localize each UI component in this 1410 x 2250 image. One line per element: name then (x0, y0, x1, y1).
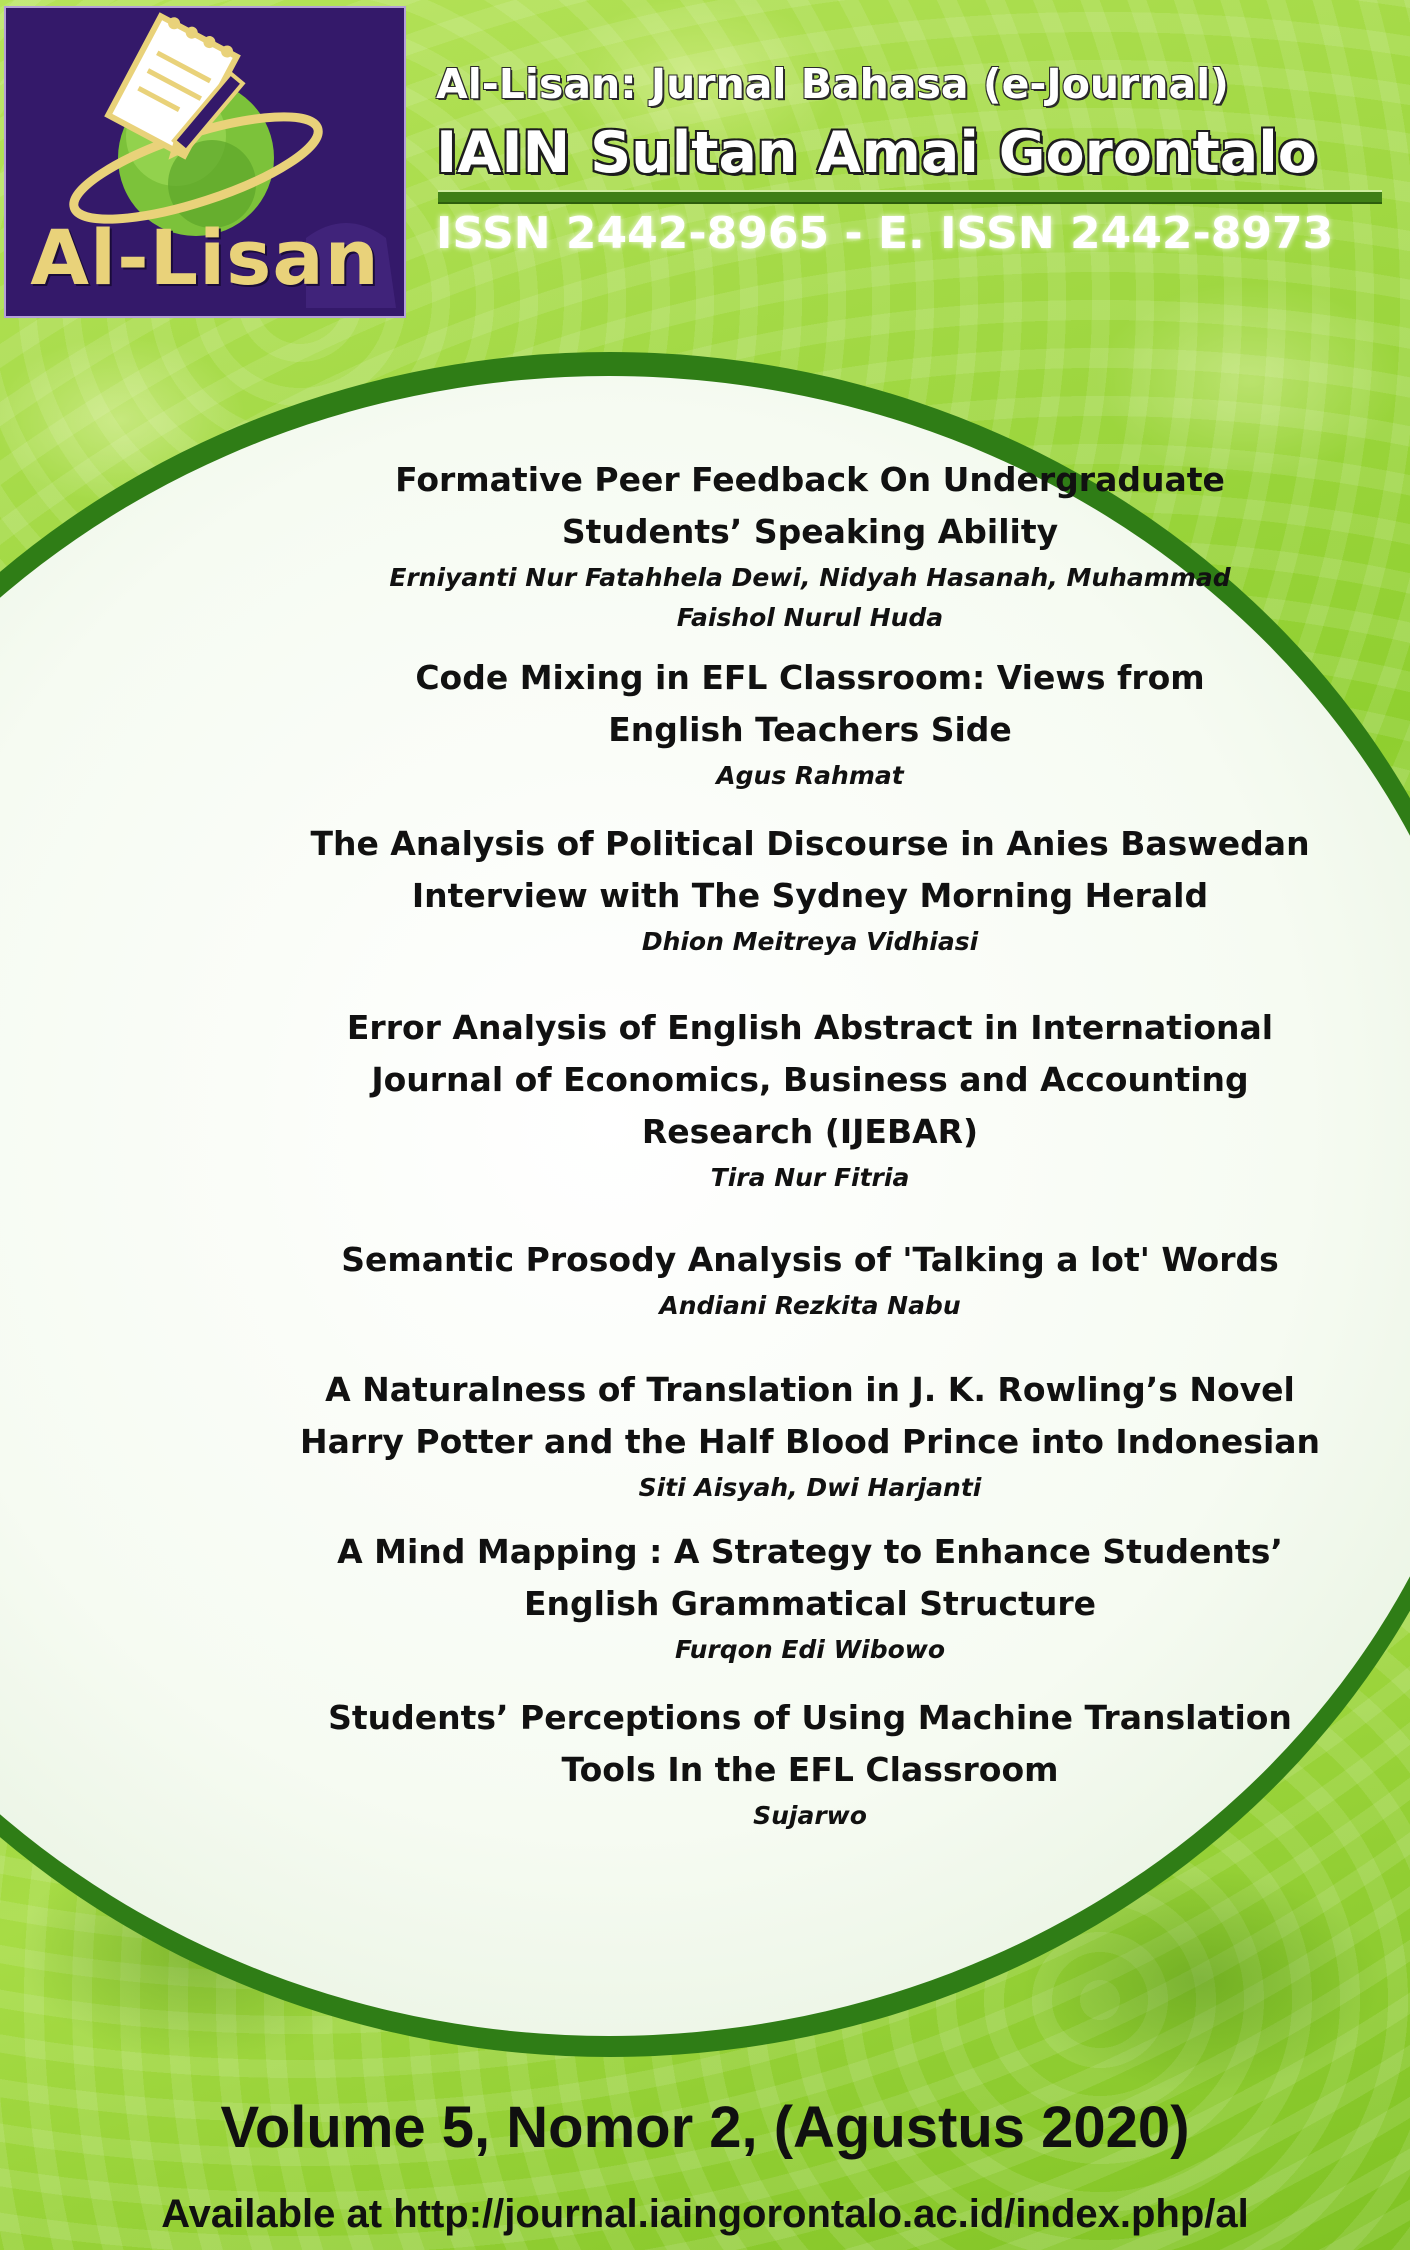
article-authors: Tira Nur Fitria (710, 1163, 910, 1192)
article-title: Students’ Perceptions of Using Machine Translation Tools In the EFL Classroom (328, 1698, 1292, 1789)
article-item (260, 1692, 1360, 1836)
article-authors: Agus Rahmat (716, 761, 904, 790)
article-item (260, 1364, 1360, 1508)
article-item (260, 454, 1360, 638)
article-title: A Mind Mapping : A Strategy to Enhance Students’ English Grammatical Structure (337, 1532, 1283, 1623)
article-title: Code Mixing in EFL Classroom: Views from English Teachers Side (415, 658, 1205, 749)
article-item (260, 1234, 1360, 1326)
article-authors: Furqon Edi Wibowo (674, 1635, 946, 1664)
article-authors: Andiani Rezkita Nabu (659, 1291, 961, 1320)
institute-name: IAIN Sultan Amai Gorontalo (436, 120, 1317, 186)
article-title: Error Analysis of English Abstract in International Journal of Economics, Business and Accounting Research (IJEBAR) (346, 1008, 1274, 1151)
article-title: Semantic Prosody Analysis of 'Talking a lot' Words (341, 1240, 1279, 1279)
article-authors: Dhion Meitreya Vidhiasi (641, 927, 979, 956)
volume-issue: Volume 5, Nomor 2, (Agustus 2020) (220, 2095, 1190, 2160)
article-title: A Naturalness of Translation in J. K. Rowling’s Novel Harry Potter and the Half Blood Prince into Indonesian (299, 1370, 1321, 1461)
article-item (260, 1002, 1360, 1198)
article-list (260, 454, 1360, 1836)
journal-logo (4, 6, 406, 318)
article-title: Formative Peer Feedback On Undergraduate Students’ Speaking Ability (395, 460, 1225, 551)
article-authors: Erniyanti Nur Fatahhela Dewi, Nidyah Hasanah, Muhammad Faishol Nurul Huda (389, 563, 1231, 632)
article-item (260, 818, 1360, 962)
article-title: The Analysis of Political Discourse in Anies Baswedan Interview with The Sydney Morning Herald (310, 824, 1310, 915)
article-authors: Sujarwo (753, 1801, 867, 1830)
article-item (260, 1526, 1360, 1670)
journal-name: Al-Lisan: Jurnal Bahasa (e-Journal) (436, 60, 1229, 108)
logo-wordmark: Al-Lisan (30, 213, 380, 302)
article-authors: Siti Aisyah, Dwi Harjanti (638, 1473, 982, 1502)
issn-numbers: ISSN 2442-8965 - E. ISSN 2442-8973 (436, 208, 1334, 259)
header-divider (438, 190, 1382, 204)
article-item (260, 652, 1360, 796)
journal-url[interactable]: Available at http://journal.iaingorontalo.ac.id/index.php/al (161, 2192, 1249, 2236)
